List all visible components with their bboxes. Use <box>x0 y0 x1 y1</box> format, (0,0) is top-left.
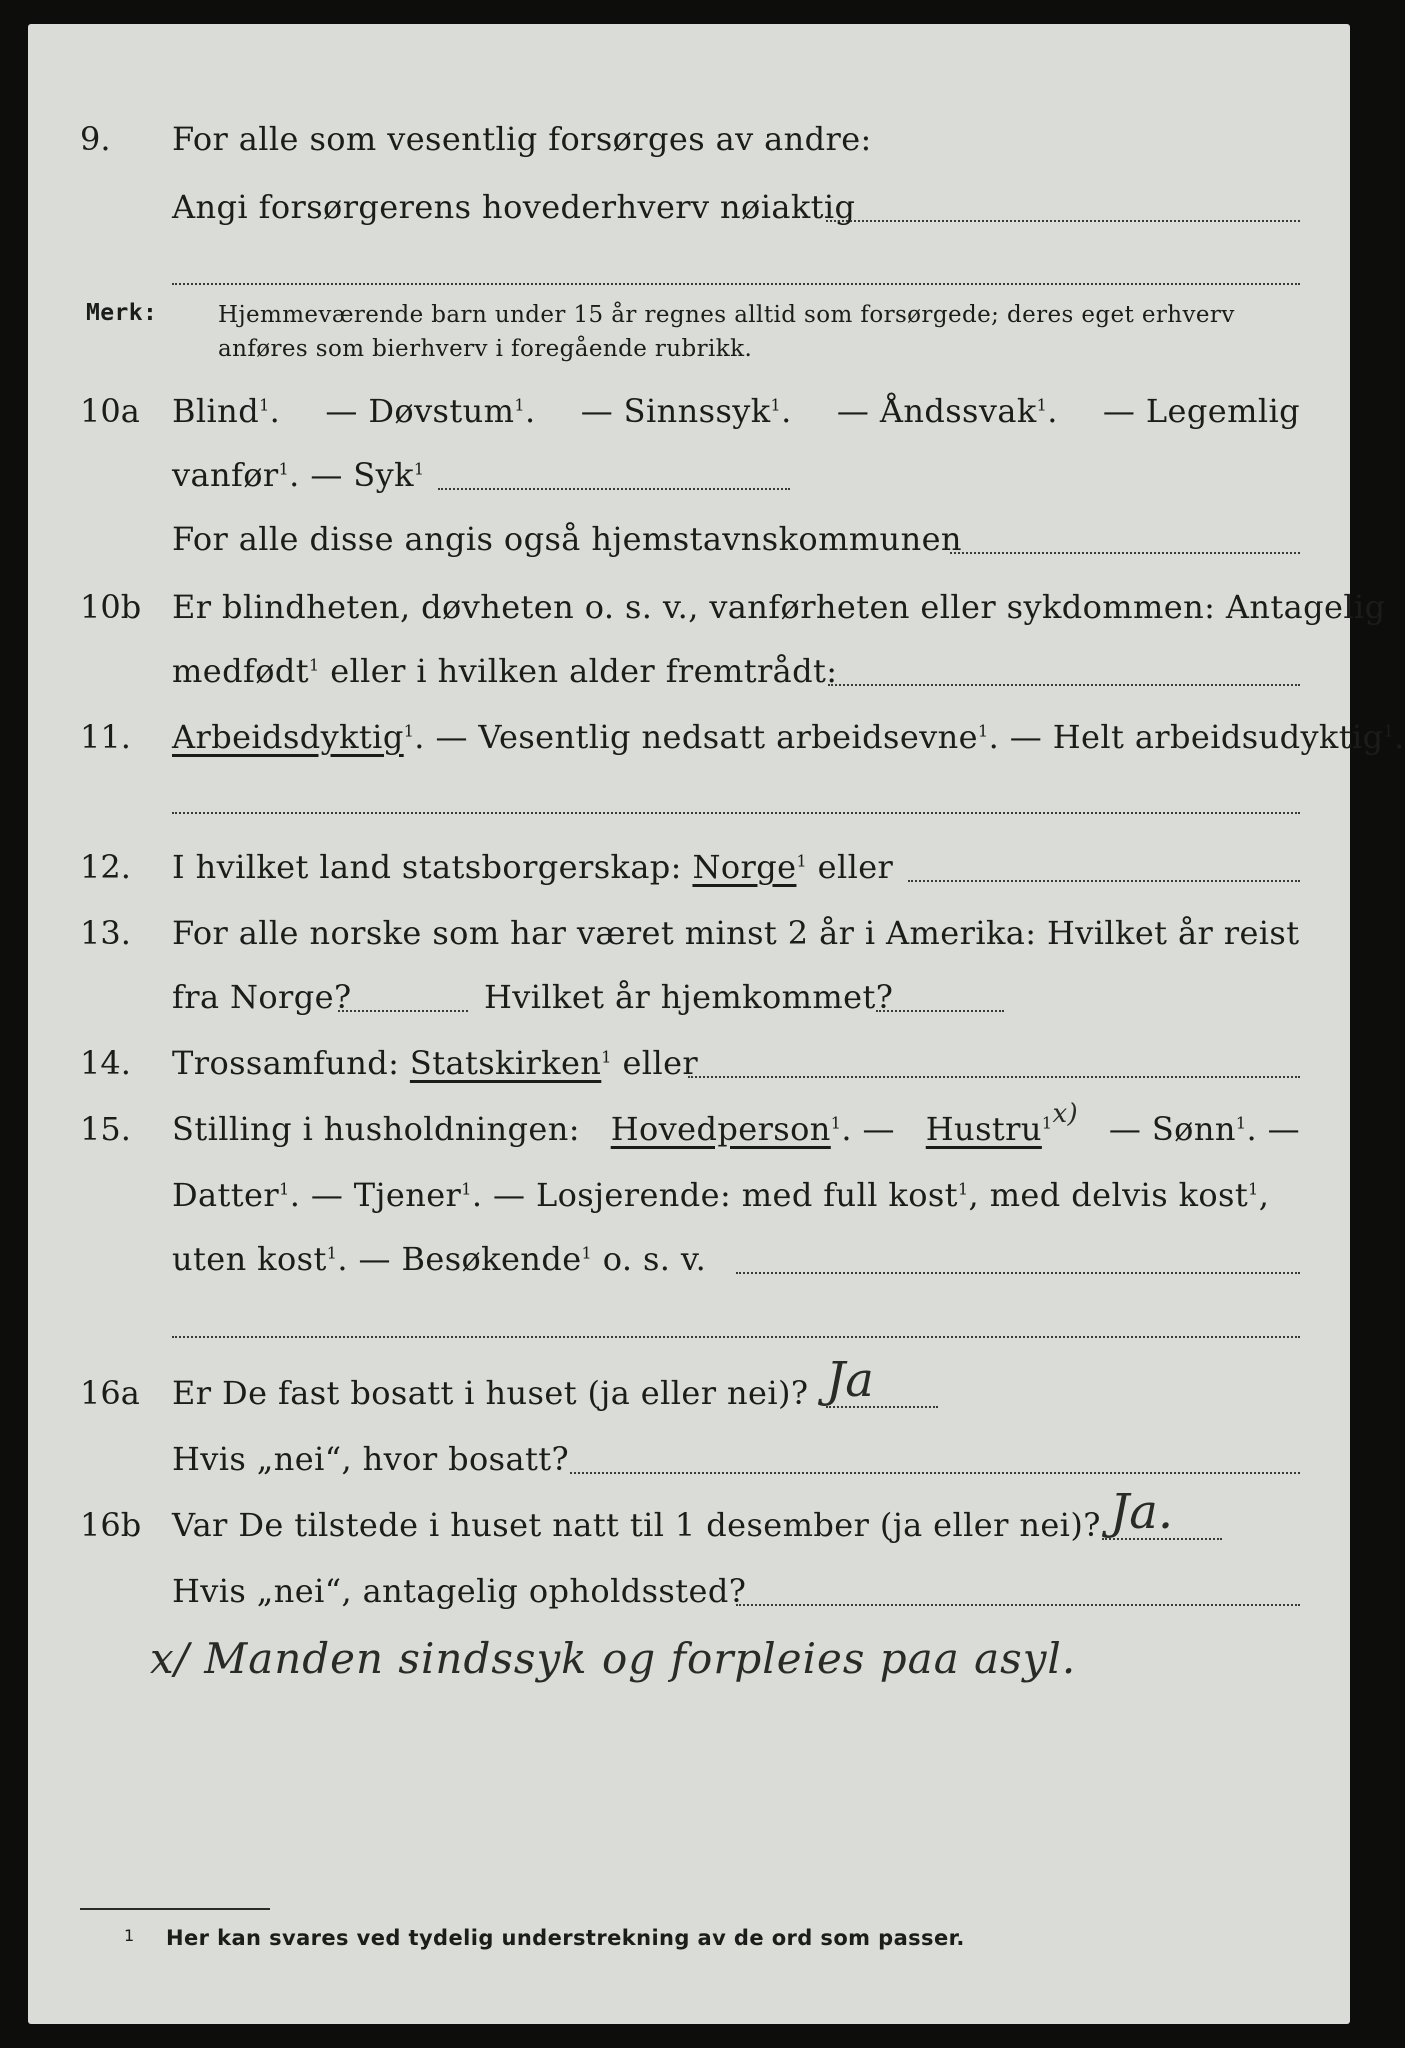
q16a-bosatt-line <box>570 1472 1300 1474</box>
q14-statskirken: Statskirken <box>409 1044 602 1082</box>
q16b-answer: Ja. <box>1110 1484 1174 1540</box>
q10b-answer-line <box>828 684 1300 686</box>
q10a-legemlig: — Legemlig <box>1102 392 1300 430</box>
q11-number: 11. <box>80 718 131 756</box>
q15-hustru: Hustru <box>925 1110 1042 1148</box>
q13-hjem-line <box>876 1010 1004 1012</box>
q15-hovedperson: Hovedperson <box>610 1110 831 1148</box>
q12-line: I hvilket land statsborgerskap: Norge$^1$ eller <box>172 848 894 886</box>
merk-line2: anføres som bierhverv i foregående rubrikk. <box>218 336 753 362</box>
q10a-line1: Blind$^1$. — Døvstum$^1$. — Sinnssyk$^1$. — Åndssvak$^1$. — Legemlig <box>172 392 1300 430</box>
q9-line1: For alle som vesentlig forsørges av andre: <box>172 120 872 158</box>
footnote-text: Her kan svares ved tydelig understrekning av de ord som passer. <box>166 1926 965 1950</box>
q13-line1: For alle norske som har været minst 2 år i Amerika: Hvilket år reist <box>172 914 1300 952</box>
q10a-line2: vanfør$^1$. — Syk$^1$ <box>172 456 425 494</box>
q16a-line1: Er De fast bosatt i huset (ja eller nei)? <box>172 1374 809 1412</box>
q9-number: 9. <box>80 120 111 158</box>
q15-answer-line-2 <box>172 1336 1300 1338</box>
q10a-dovstum: — Døvstum <box>325 392 515 430</box>
merk-line1: Hjemmeværende barn under 15 år regnes alltid som forsørgede; deres eget erhverv <box>218 302 1235 328</box>
q10b-line1: Er blindheten, døvheten o. s. v., vanførheten eller sykdommen: Antagelig <box>172 588 1386 626</box>
q9-answer-line <box>826 220 1300 222</box>
q15-number: 15. <box>80 1110 131 1148</box>
q15-line1: Stilling i husholdningen: Hovedperson$^1$. — Hustru$^{1x)}$ — Sønn$^1$. — <box>172 1099 1300 1148</box>
merk-label: Merk: <box>86 300 158 326</box>
q11-arbeidsdyktig: Arbeidsdyktig <box>172 718 404 756</box>
q16b-line2: Hvis „nei“, antagelig opholdssted? <box>172 1572 747 1610</box>
q10a-line3: For alle disse angis også hjemstavnskommunen <box>172 520 962 558</box>
q15-answer-line <box>736 1272 1300 1274</box>
q10b-number: 10b <box>80 588 142 626</box>
q14-number: 14. <box>80 1044 131 1082</box>
q12-norge: Norge <box>692 848 797 886</box>
q10b-line2: medfødt$^1$ eller i hvilken alder fremtrådt: <box>172 652 838 690</box>
q14-answer-line <box>688 1076 1300 1078</box>
q10a-kommune-line <box>950 552 1300 554</box>
q10a-sinnssyk: — Sinnssyk <box>580 392 771 430</box>
q14-line: Trossamfund: Statskirken$^1$ eller <box>172 1044 699 1082</box>
q15-hustru-mark: x) <box>1052 1099 1079 1129</box>
q16a-answer: Ja <box>826 1352 874 1408</box>
q10a-andssvak: — Åndssvak <box>836 392 1037 430</box>
q15-line2: Datter$^1$. — Tjener$^1$. — Losjerende: med full kost$^1$, med delvis kost$^1$, <box>172 1176 1270 1214</box>
q10a-syk-line <box>438 488 790 490</box>
q10a-blind: Blind <box>172 392 260 430</box>
q15-line3: uten kost$^1$. — Besøkende$^1$ o. s. v. <box>172 1240 707 1278</box>
q10a-number: 10a <box>80 392 140 430</box>
footnote-rule <box>80 1908 270 1910</box>
q13-number: 13. <box>80 914 131 952</box>
q11-line: Arbeidsdyktig$^1$. — Vesentlig nedsatt arbeidsevne$^1$. — Helt arbeidsudyktig$^1$. <box>172 718 1405 756</box>
q16a-line2: Hvis „nei“, hvor bosatt? <box>172 1440 570 1478</box>
q16b-number: 16b <box>80 1506 142 1544</box>
q16a-number: 16a <box>80 1374 140 1412</box>
q12-answer-line <box>908 880 1300 882</box>
q11-answer-line <box>172 812 1300 814</box>
q12-number: 12. <box>80 848 131 886</box>
q13-line2b: Hvilket år hjemkommet? <box>484 978 894 1016</box>
q13-reist-line <box>338 1010 468 1012</box>
q13-line2a: fra Norge? <box>172 978 352 1016</box>
handwritten-note: x/ Manden sindssyk og forpleies paa asyl. <box>150 1634 1077 1683</box>
q16b-opholdssted-line <box>736 1604 1300 1606</box>
footnote-marker: 1 <box>124 1926 135 1945</box>
q9-answer-line-2 <box>172 283 1300 285</box>
q16b-line1: Var De tilstede i huset natt til 1 desember (ja eller nei)? <box>172 1506 1101 1544</box>
q9-line2: Angi forsørgerens hovederhverv nøiaktig <box>172 188 856 226</box>
